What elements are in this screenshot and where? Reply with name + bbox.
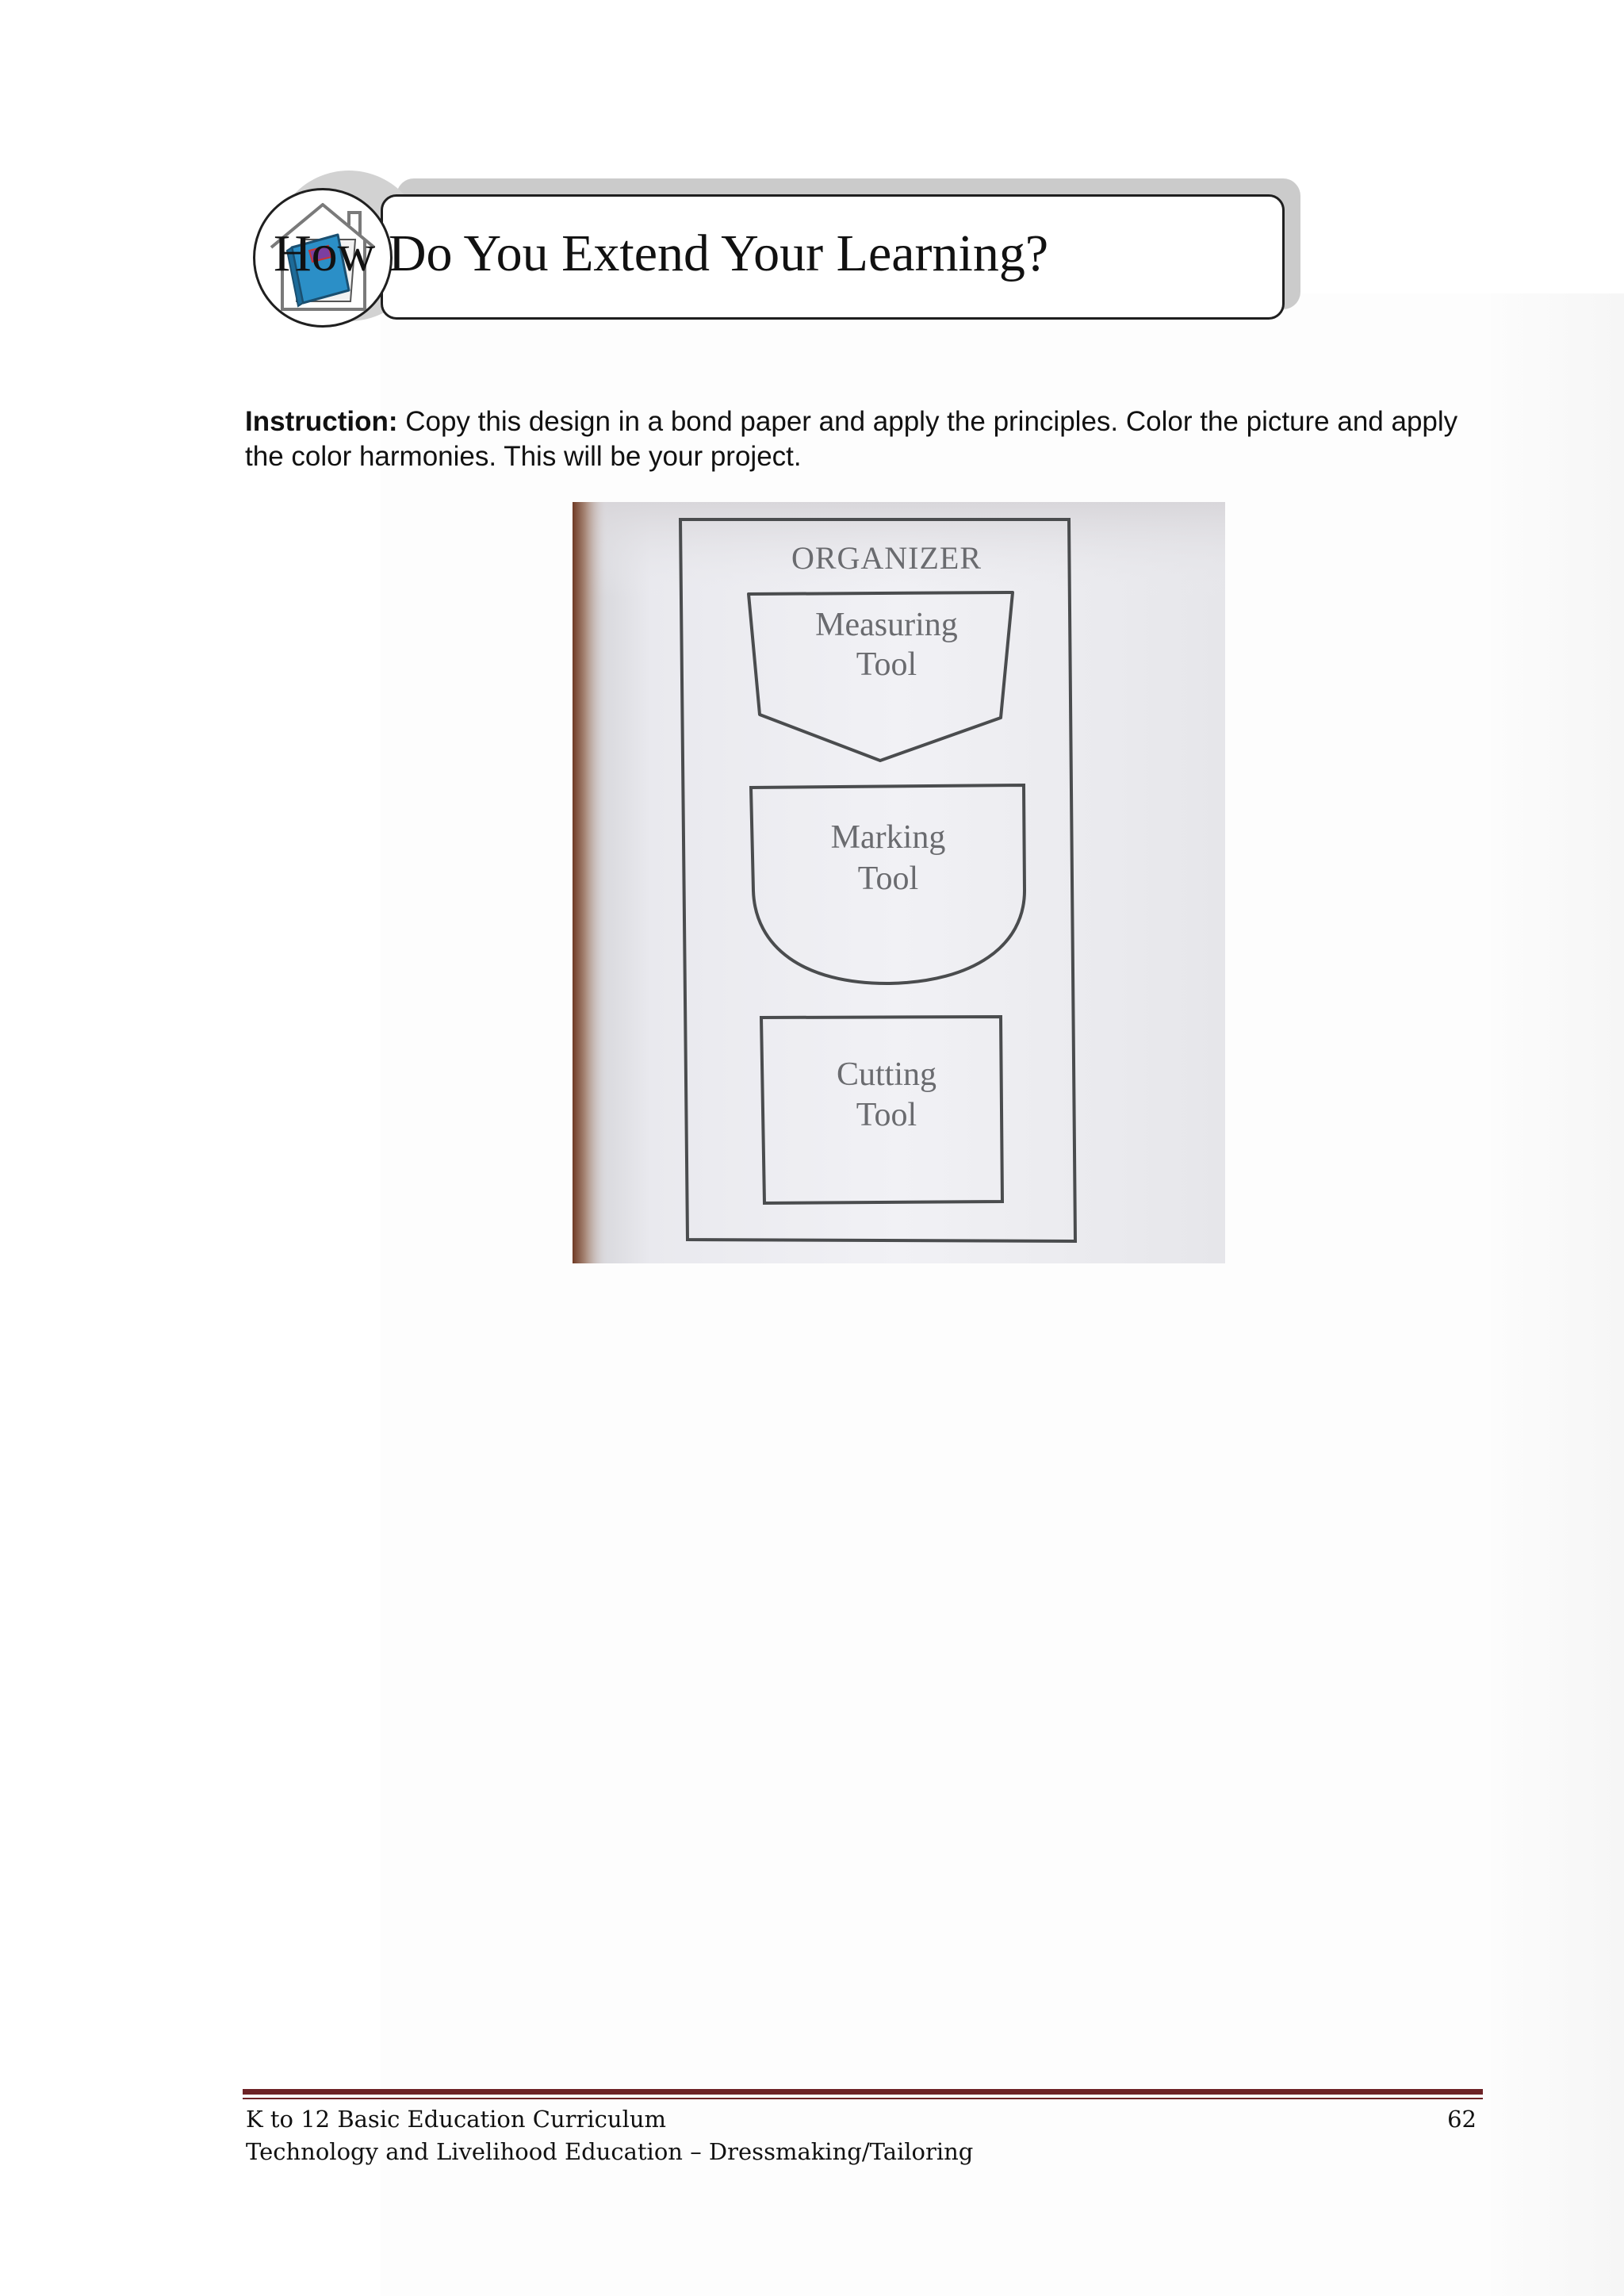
footer-rule-thin	[243, 2098, 1483, 2099]
marking-tool-label-line1: Marking	[830, 819, 946, 856]
cutting-tool-label-line2: Tool	[856, 1097, 917, 1133]
page-number: 62	[1447, 2106, 1477, 2133]
page-heading: How Do You Extend Your Learning?	[274, 224, 1049, 282]
instruction-paragraph	[245, 404, 1482, 474]
measuring-tool-label-line1: Measuring	[815, 607, 958, 643]
marking-tool-label-line2: Tool	[857, 861, 919, 897]
organizer-design-photo	[573, 502, 1225, 1263]
organizer-title: ORGANIZER	[791, 540, 982, 576]
page-scan-edge	[1491, 293, 1624, 2296]
instruction-text: Copy this design in a bond paper and apply the principles. Color the picture and apply the color harmonies. This will be your project.	[245, 406, 1458, 472]
footer-rule	[243, 2089, 1483, 2095]
instruction-label: Instruction:	[245, 406, 398, 437]
cutting-tool-label-line1: Cutting	[836, 1056, 937, 1093]
footer-subject: Technology and Livelihood Education – Dressmaking/Tailoring	[246, 2138, 974, 2165]
measuring-tool-label-line2: Tool	[856, 646, 917, 683]
footer-curriculum: K to 12 Basic Education Curriculum	[246, 2106, 667, 2133]
